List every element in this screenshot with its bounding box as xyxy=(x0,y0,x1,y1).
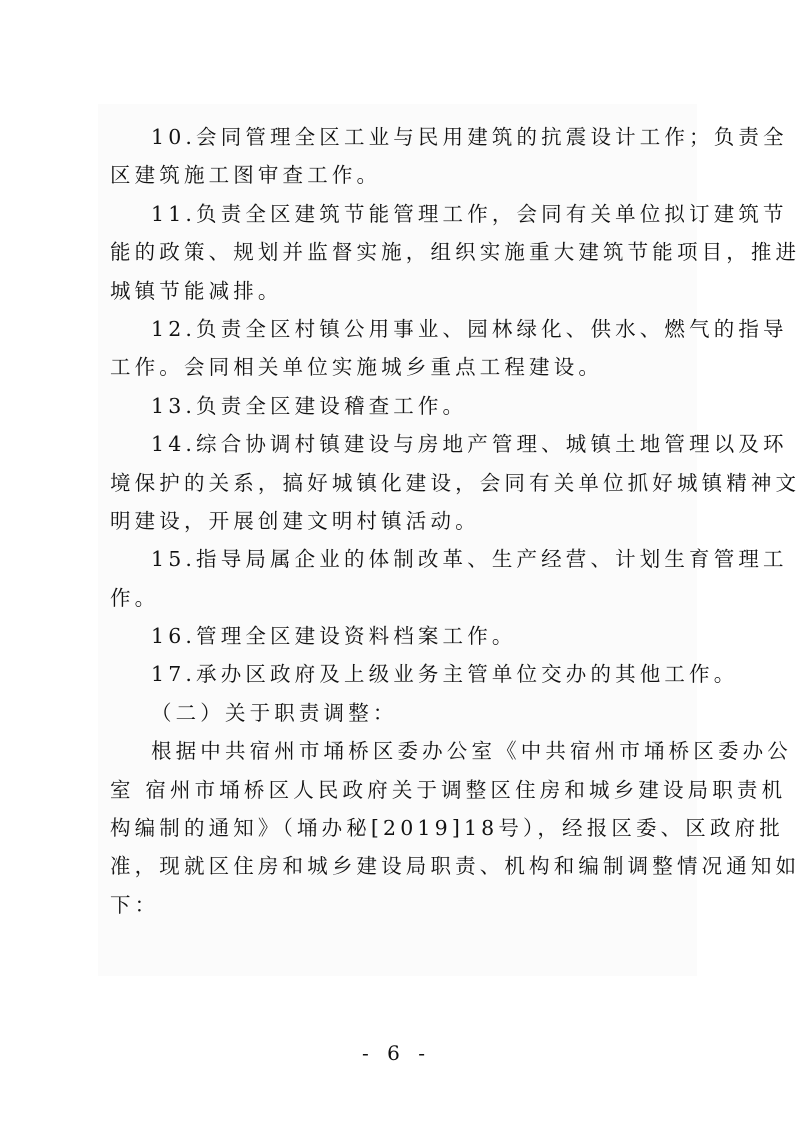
paragraph-12-line-1: 12.负责全区村镇公用事业、园林绿化、供水、燃气的指导 xyxy=(151,316,788,341)
paragraph-10-line-1: 10.会同管理全区工业与民用建筑的抗震设计工作；负责全 xyxy=(151,125,788,149)
paragraph-adjustment-line-1: 根据中共宿州市埇桥区委办公室《中共宿州市埇桥区委办公 xyxy=(151,739,792,764)
paragraph-adjustment-line-4: 准，现就区住房和城乡建设局职责、机构和编制调整情况通知如 xyxy=(110,854,800,879)
paragraph-adjustment-line-3: 构编制的通知》（埇办秘[2019]18号），经报区委、区政府批 xyxy=(110,816,784,841)
paragraph-16-line-1: 16.管理全区建设资料档案工作。 xyxy=(151,624,517,649)
section-heading-duty-adjustment: （二）关于职责调整： xyxy=(151,700,398,725)
paragraph-12-line-2: 工作。会同相关单位实施城乡重点工程建设。 xyxy=(110,355,603,380)
paragraph-11-line-2: 能的政策、规划并监督实施，组织实施重大建筑节能项目，推进 xyxy=(110,240,800,265)
paragraph-adjustment-line-5: 下： xyxy=(110,892,160,917)
document-text xyxy=(110,118,800,924)
paragraph-14-line-1: 14.综合协调村镇建设与房地产管理、城镇土地管理以及环 xyxy=(151,432,788,457)
paragraph-14-line-2: 境保护的关系，搞好城镇化建设，会同有关单位抓好城镇精神文 xyxy=(110,470,800,495)
paragraph-13-line-1: 13.负责全区建设稽查工作。 xyxy=(151,393,468,418)
paragraph-11-line-3: 城镇节能减排。 xyxy=(110,278,283,303)
paragraph-adjustment-line-2: 室 宿州市埇桥区人民政府关于调整区住房和城乡建设局职责机 xyxy=(110,777,787,802)
paragraph-17-line-1: 17.承办区政府及上级业务主管单位交办的其他工作。 xyxy=(151,662,739,687)
paragraph-15-line-1: 15.指导局属企业的体制改革、生产经营、计划生育管理工 xyxy=(151,547,788,572)
paragraph-11-line-1: 11.负责全区建筑节能管理工作，会同有关单位拟订建筑节 xyxy=(151,201,788,226)
paragraph-15-line-2: 作。 xyxy=(110,585,160,610)
page-number: - 6 - xyxy=(362,1041,431,1065)
paragraph-10-line-2: 区建筑施工图审查工作。 xyxy=(110,163,382,188)
paragraph-14-line-3: 明建设，开展创建文明村镇活动。 xyxy=(110,508,480,533)
